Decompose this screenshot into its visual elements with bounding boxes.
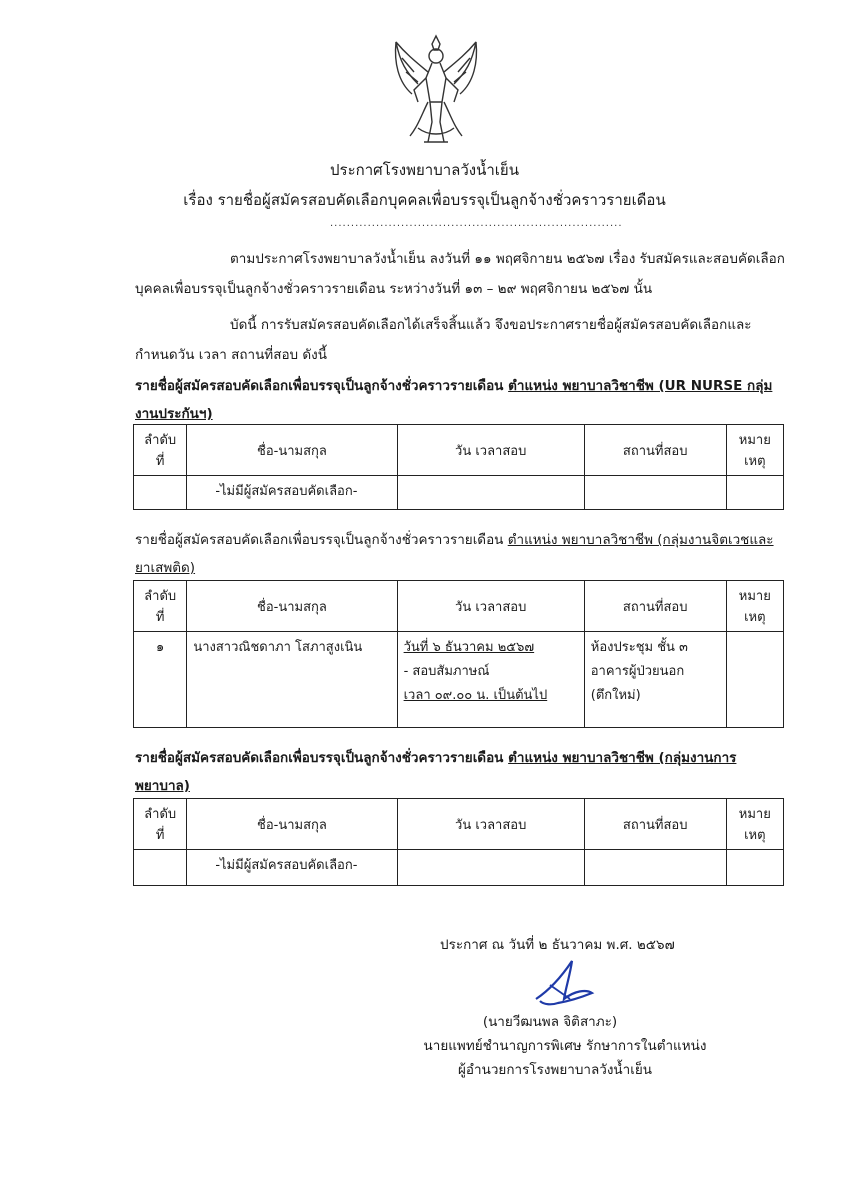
exam-type: - สอบสัมภาษณ์	[403, 664, 490, 679]
col-place: สถานที่สอบ	[584, 581, 726, 632]
section-position: ตำแหน่ง พยาบาลวิชาชีพ (UR NURSE กลุ่มงานประกันฯ)	[135, 378, 773, 422]
section-position: ตำแหน่ง พยาบาลวิชาชีพ (กลุ่มงานจิตเวชและยาเสพติด)	[135, 532, 774, 576]
col-name: ชื่อ-นามสกุล	[187, 799, 397, 850]
col-order: ลำดับ ที่	[134, 581, 187, 632]
document-subject: เรื่อง รายชื่อผู้สมัครสอบคัดเลือกบุคคลเพื่อบรรจุเป็นลูกจ้างชั่วคราวรายเดือน	[183, 191, 666, 209]
col-remark: หมาย เหตุ	[726, 425, 783, 476]
announcement-date: ประกาศ ณ วันที่ ๒ ธันวาคม พ.ศ. ๒๕๖๗	[440, 937, 675, 953]
col-datetime: วัน เวลาสอบ	[397, 581, 584, 632]
section-heading-2	[135, 526, 785, 582]
table-cell	[726, 850, 783, 886]
row-order: ๑	[134, 632, 187, 728]
candidate-table-1	[133, 424, 784, 510]
col-name: ชื่อ-นามสกุล	[187, 425, 397, 476]
row-remark	[726, 632, 783, 728]
exam-date: วันที่ ๖ ธันวาคม ๒๕๖๗	[403, 640, 535, 655]
garuda-emblem	[388, 32, 484, 150]
table-cell	[397, 476, 584, 510]
document-title: ประกาศโรงพยาบาลวังน้ำเย็น	[330, 161, 519, 179]
section-prefix: รายชื่อผู้สมัครสอบคัดเลือกเพื่อบรรจุเป็นลูกจ้างชั่วคราวรายเดือน	[135, 378, 509, 394]
section-prefix: รายชื่อผู้สมัครสอบคัดเลือกเพื่อบรรจุเป็นลูกจ้างชั่วคราวรายเดือน	[135, 750, 509, 766]
separator-line: ......................................................................	[330, 218, 623, 229]
col-remark: หมาย เหตุ	[726, 799, 783, 850]
section-heading-3	[135, 744, 785, 800]
col-name: ชื่อ-นามสกุล	[187, 581, 397, 632]
col-order: ลำดับ ที่	[134, 799, 187, 850]
table-row	[134, 632, 784, 728]
exam-time: เวลา ๐๙.๐๐ น. เป็นต้นไป	[403, 688, 548, 703]
candidate-table-2	[133, 580, 784, 728]
col-remark: หมาย เหตุ	[726, 581, 783, 632]
signature-mark	[530, 955, 600, 1011]
place-line-3: (ตึกใหม่)	[590, 688, 641, 703]
signer-title: นายแพทย์ชำนาญการพิเศษ รักษาการในตำแหน่ง	[423, 1038, 707, 1054]
signer-name: (นายวีฒนพล จิติสาภะ)	[482, 1014, 618, 1030]
table-cell	[726, 476, 783, 510]
section-position: ตำแหน่ง พยาบาลวิชาชีพ (กลุ่มงานการพยาบาล)	[135, 750, 737, 794]
col-place: สถานที่สอบ	[584, 799, 726, 850]
candidate-table-3	[133, 798, 784, 886]
section-prefix: รายชื่อผู้สมัครสอบคัดเลือกเพื่อบรรจุเป็นลูกจ้างชั่วคราวรายเดือน	[135, 532, 508, 548]
col-order: ลำดับ ที่	[134, 425, 187, 476]
col-datetime: วัน เวลาสอบ	[397, 425, 584, 476]
row-datetime	[397, 632, 584, 728]
row-place	[584, 632, 726, 728]
row-name: นางสาวณิชดาภา โสภาสูงเนิน	[187, 632, 397, 728]
table-cell	[584, 850, 726, 886]
intro-paragraph-2: บัดนี้ การรับสมัครสอบคัดเลือกได้เสร็จสิ้นแล้ว จึงขอประกาศรายชื่อผู้สมัครสอบคัดเลือกและกำหนดวัน เวลา สถานที่สอบ ดังนี้	[135, 317, 752, 363]
table-cell	[134, 850, 187, 886]
signer-office: ผู้อำนวยการโรงพยาบาลวังน้ำเย็น	[458, 1062, 652, 1078]
table-cell	[134, 476, 187, 510]
no-candidate-text: -ไม่มีผู้สมัครสอบคัดเลือก-	[187, 850, 397, 886]
place-line-2: อาคารผู้ป่วยนอก	[590, 664, 685, 679]
no-candidate-text: -ไม่มีผู้สมัครสอบคัดเลือก-	[187, 476, 397, 510]
place-line-1: ห้องประชุม ชั้น ๓	[590, 640, 688, 655]
col-datetime: วัน เวลาสอบ	[397, 799, 584, 850]
table-cell	[584, 476, 726, 510]
section-heading-1	[135, 372, 785, 428]
table-cell	[397, 850, 584, 886]
col-place: สถานที่สอบ	[584, 425, 726, 476]
intro-paragraph-1: ตามประกาศโรงพยาบาลวังน้ำเย็น ลงวันที่ ๑๑ พฤศจิกายน ๒๕๖๗ เรื่อง รับสมัครและสอบคัดเลือกบุคคลเพื่อบรรจุเป็นลูกจ้างชั่วคราวรายเดือน ระหว่างวันที่ ๑๓ – ๒๙ พฤศจิกายน ๒๕๖๗ นั้น	[135, 251, 785, 297]
